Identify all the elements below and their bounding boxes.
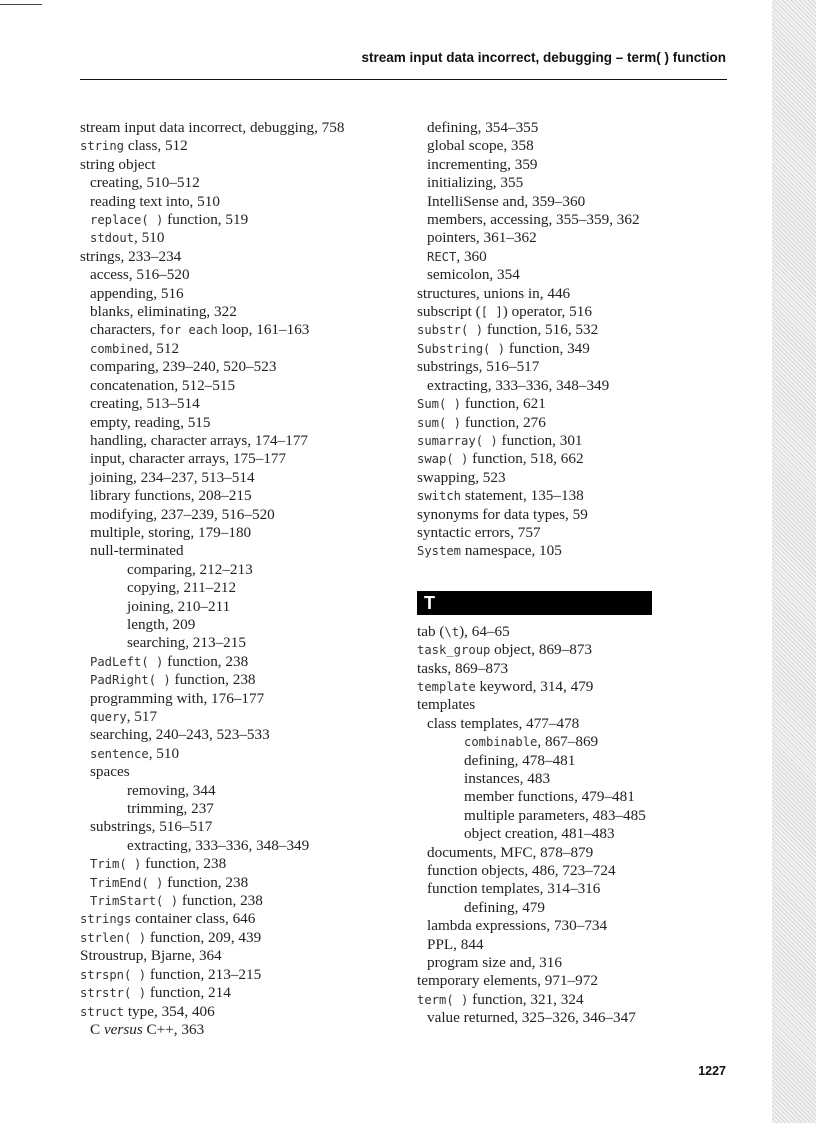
index-entry (80, 745, 400, 763)
entry-text: string object (80, 155, 156, 173)
entry-text: instances, 483 (464, 770, 551, 787)
entry-text: extracting, 333–336, 348–349 (427, 376, 610, 394)
index-entry (80, 119, 400, 137)
entry-text: C (90, 1020, 104, 1038)
index-entry (80, 432, 400, 450)
index-entry (80, 1021, 400, 1039)
code-term: combinable (464, 735, 538, 750)
code-term: sentence (90, 746, 149, 761)
code-term: for each (159, 323, 218, 338)
entry-text: stream input data incorrect, debugging, 758 (80, 119, 345, 136)
right-entry-list-bottom (417, 623, 737, 1028)
index-entry (417, 991, 737, 1009)
index-entry (80, 193, 400, 211)
entry-text: removing, 344 (127, 781, 216, 799)
index-entry (80, 616, 400, 634)
code-term: term( ) (417, 992, 469, 1007)
index-entry (417, 1009, 737, 1027)
entry-text: function, 518, 662 (468, 450, 584, 468)
index-entry (80, 340, 400, 358)
index-entry (417, 303, 737, 321)
index-entry (417, 542, 737, 560)
entry-text: function, 301 (497, 431, 583, 449)
entry-text: comparing, 212–213 (127, 560, 253, 578)
index-entry (417, 193, 737, 211)
entry-text: keyword, 314, 479 (475, 677, 594, 695)
entry-text: trimming, 237 (127, 800, 214, 818)
index-entry (417, 211, 737, 229)
entry-text: searching, 213–215 (127, 634, 246, 652)
code-term: struct (80, 1004, 125, 1019)
entry-text: global scope, 358 (427, 137, 534, 155)
index-entry (80, 1003, 400, 1021)
code-term: TrimStart( ) (90, 894, 179, 909)
index-entry (80, 506, 400, 524)
code-term: \t (444, 624, 460, 639)
index-entry (80, 358, 400, 376)
page-edge-hatching (772, 0, 816, 1123)
index-entry (417, 229, 737, 247)
entry-text: templates (417, 696, 476, 714)
index-entry (417, 358, 737, 376)
index-entry (417, 678, 737, 696)
index-entry (417, 696, 737, 714)
entry-text: function, 238 (163, 873, 249, 891)
code-term: [ ] (480, 305, 503, 320)
entry-text: container class, 646 (131, 910, 256, 928)
code-term: strlen( ) (80, 930, 147, 945)
entry-text: lambda expressions, 730–734 (427, 917, 608, 935)
index-entry (417, 321, 737, 339)
index-entry (80, 377, 400, 395)
code-term: task_group (417, 643, 491, 658)
entry-text: appending, 516 (90, 284, 184, 302)
code-term: System (417, 544, 462, 559)
index-entry (417, 733, 737, 751)
index-entry (80, 910, 400, 928)
entry-text: IntelliSense and, 359–360 (427, 192, 586, 210)
index-entry (80, 782, 400, 800)
index-entry (80, 579, 400, 597)
entry-text: input, character arrays, 175–177 (90, 450, 287, 468)
entry-text: structures, unions in, 446 (417, 284, 571, 302)
entry-text: length, 209 (127, 615, 196, 633)
entry-text: ) operator, 516 (502, 303, 592, 321)
code-term: TrimEnd( ) (90, 875, 164, 890)
index-entry (80, 929, 400, 947)
index-entry (80, 653, 400, 671)
index-entry (80, 561, 400, 579)
code-term: PadLeft( ) (90, 654, 164, 669)
index-entry (80, 156, 400, 174)
entry-text: , 510 (134, 229, 165, 247)
entry-text: loop, 161–163 (217, 321, 310, 339)
entry-text: comparing, 239–240, 520–523 (90, 358, 277, 376)
code-term: Substring( ) (417, 341, 506, 356)
code-term: string (80, 139, 125, 154)
index-entry (417, 395, 737, 413)
entry-text: function, 214 (146, 984, 231, 1002)
entry-text: function, 621 (461, 395, 546, 413)
index-entry (417, 623, 737, 641)
index-entry (417, 954, 737, 972)
index-entry (80, 690, 400, 708)
index-entry (417, 825, 737, 843)
index-entry (80, 137, 400, 155)
index-entry (80, 671, 400, 689)
entry-text: synonyms for data types, 59 (417, 505, 588, 523)
index-entry (417, 174, 737, 192)
entry-text: , 510 (148, 744, 180, 762)
index-entry (417, 137, 737, 155)
right-entry-list-top (417, 119, 737, 561)
entry-text: namespace, 105 (461, 542, 562, 560)
entry-text: , 867–869 (537, 733, 599, 751)
entry-text: , 360 (456, 247, 487, 265)
entry-text: defining, 478–481 (464, 751, 576, 769)
entry-text: type, 354, 406 (124, 1002, 215, 1020)
entry-text: tab ( (417, 622, 445, 640)
index-entry (417, 469, 737, 487)
index-entry (80, 855, 400, 873)
index-entry (80, 248, 400, 266)
index-entry (80, 414, 400, 432)
index-entry (417, 414, 737, 432)
index-entry (417, 807, 737, 825)
index-entry (417, 899, 737, 917)
entry-text: function, 238 (163, 652, 249, 670)
code-term: RECT (427, 249, 457, 264)
code-term: query (90, 710, 127, 724)
index-entry (80, 285, 400, 303)
entry-text: defining, 479 (464, 898, 545, 916)
entry-text: multiple parameters, 483–485 (464, 806, 646, 824)
crop-mark (0, 0, 42, 5)
index-entry (417, 248, 737, 266)
entry-text: multiple, storing, 179–180 (90, 523, 252, 541)
index-entry (417, 450, 737, 468)
entry-text: extracting, 333–336, 348–349 (127, 836, 310, 854)
entry-text: substrings, 516–517 (417, 358, 540, 376)
entry-text: access, 516–520 (90, 266, 190, 284)
entry-text: joining, 234–237, 513–514 (90, 468, 255, 486)
entry-text: function, 238 (170, 671, 256, 689)
entry-text: null-terminated (90, 542, 184, 560)
index-entry (417, 660, 737, 678)
index-entry (417, 156, 737, 174)
entry-text: C++, 363 (142, 1020, 205, 1038)
entry-text: creating, 510–512 (90, 174, 200, 192)
entry-text: copying, 211–212 (127, 579, 237, 597)
code-term: strings (80, 912, 132, 927)
running-header: stream input data incorrect, debugging – term( ) function (361, 50, 726, 65)
entry-text: member functions, 479–481 (464, 788, 635, 806)
entry-text: semicolon, 354 (427, 266, 520, 284)
code-term: Sum( ) (417, 397, 462, 412)
entry-text: blanks, eliminating, 322 (90, 303, 237, 321)
entry-text: spaces (90, 763, 130, 781)
index-entry (417, 788, 737, 806)
entry-text: substrings, 516–517 (90, 818, 213, 836)
index-entry (417, 862, 737, 880)
entry-text: function, 238 (178, 892, 263, 910)
code-term: template (417, 679, 476, 694)
entry-text: members, accessing, 355–359, 362 (427, 211, 640, 229)
left-entry-list (80, 119, 400, 1039)
section-header-t: T (417, 591, 652, 615)
entry-text: empty, reading, 515 (90, 413, 211, 431)
index-entry (80, 266, 400, 284)
entry-text: handling, character arrays, 174–177 (90, 431, 309, 449)
index-entry (80, 469, 400, 487)
entry-text: pointers, 361–362 (427, 229, 537, 247)
entry-text: searching, 240–243, 523–533 (90, 726, 270, 744)
entry-text: function, 276 (461, 413, 546, 431)
entry-text: function templates, 314–316 (427, 880, 601, 898)
entry-text: object creation, 481–483 (464, 825, 615, 843)
index-entry (417, 506, 737, 524)
index-entry (417, 377, 737, 395)
index-entry (417, 844, 737, 862)
entry-text: strings, 233–234 (80, 247, 182, 265)
entry-text: function, 209, 439 (146, 928, 262, 946)
index-entry (80, 598, 400, 616)
entry-text: , 512 (148, 339, 180, 357)
index-entry (80, 837, 400, 855)
code-term: substr( ) (417, 323, 484, 338)
entry-text: joining, 210–211 (127, 597, 231, 615)
code-term: replace( ) (90, 213, 164, 228)
entry-text: function, 516, 532 (483, 321, 599, 339)
code-term: combined (90, 341, 149, 356)
entry-text: statement, 135–138 (461, 487, 584, 505)
entry-text: function, 213–215 (146, 965, 262, 983)
entry-text: class, 512 (124, 137, 188, 155)
index-entry (80, 966, 400, 984)
entry-text: class templates, 477–478 (427, 714, 580, 732)
entry-text: Stroustrup, Bjarne, 364 (80, 947, 222, 965)
entry-text: programming with, 176–177 (90, 689, 265, 707)
index-entry (80, 634, 400, 652)
index-entry (80, 395, 400, 413)
entry-text: , 517 (126, 708, 158, 725)
index-entry (417, 487, 737, 505)
index-entry (417, 972, 737, 990)
page-number: 1227 (698, 1064, 726, 1078)
entry-text: reading text into, 510 (90, 192, 220, 210)
index-entry (80, 874, 400, 892)
entry-text: modifying, 237–239, 516–520 (90, 505, 275, 523)
entry-text: incrementing, 359 (427, 155, 538, 173)
index-entry (80, 984, 400, 1002)
index-entry (417, 917, 737, 935)
index-entry (417, 119, 737, 137)
index-entry (80, 763, 400, 781)
entry-text: function, 519 (163, 211, 249, 229)
entry-text: ), 64–65 (459, 622, 510, 640)
entry-text: value returned, 325–326, 346–347 (427, 1009, 636, 1027)
entry-text: tasks, 869–873 (417, 659, 509, 677)
code-term: stdout (90, 231, 135, 246)
index-entry (80, 800, 400, 818)
entry-text: library functions, 208–215 (90, 487, 252, 505)
index-entry (80, 726, 400, 744)
entry-text: syntactic errors, 757 (417, 523, 541, 541)
entry-text: temporary elements, 971–972 (417, 972, 598, 990)
index-entry (80, 947, 400, 965)
index-entry (80, 818, 400, 836)
entry-text: object, 869–873 (490, 641, 593, 659)
code-term: sumarray( ) (417, 433, 498, 448)
entry-text: function, 321, 324 (468, 990, 584, 1008)
code-term: switch (417, 489, 462, 504)
index-column-right (417, 119, 737, 1028)
entry-text: function objects, 486, 723–724 (427, 862, 616, 880)
code-term: PadRight( ) (90, 673, 171, 688)
entry-text: documents, MFC, 878–879 (427, 843, 594, 861)
index-entry (80, 487, 400, 505)
index-entry (417, 715, 737, 733)
code-term: strspn( ) (80, 967, 147, 982)
entry-text: function, 349 (505, 339, 590, 357)
entry-text: subscript ( (417, 303, 481, 321)
index-entry (417, 752, 737, 770)
index-entry (80, 229, 400, 247)
code-term: sum( ) (417, 415, 462, 430)
code-term: Trim( ) (90, 857, 142, 872)
entry-text: program size and, 316 (427, 954, 562, 972)
index-entry (417, 641, 737, 659)
entry-text: initializing, 355 (427, 174, 524, 192)
code-term: swap( ) (417, 452, 469, 467)
entry-text: defining, 354–355 (427, 119, 539, 136)
index-entry (80, 542, 400, 560)
entry-text: PPL, 844 (427, 935, 484, 953)
index-entry (417, 880, 737, 898)
entry-text: swapping, 523 (417, 468, 506, 486)
index-entry (80, 524, 400, 542)
index-entry (417, 285, 737, 303)
entry-text: characters, (90, 321, 160, 339)
index-entry (417, 340, 737, 358)
entry-text: creating, 513–514 (90, 395, 200, 413)
entry-text: versus (103, 1020, 143, 1038)
code-term: strstr( ) (80, 986, 147, 1001)
index-entry (417, 770, 737, 788)
index-entry (417, 266, 737, 284)
index-entry (417, 936, 737, 954)
entry-text: function, 238 (141, 855, 227, 873)
index-entry (80, 211, 400, 229)
index-entry (80, 303, 400, 321)
index-entry (80, 174, 400, 192)
index-entry (417, 432, 737, 450)
header-rule (80, 79, 727, 80)
index-entry (417, 524, 737, 542)
index-entry (80, 892, 400, 910)
index-entry (80, 450, 400, 468)
index-entry (80, 708, 400, 726)
entry-text: concatenation, 512–515 (90, 376, 236, 394)
index-column-left (80, 119, 400, 1039)
index-entry (80, 321, 400, 339)
